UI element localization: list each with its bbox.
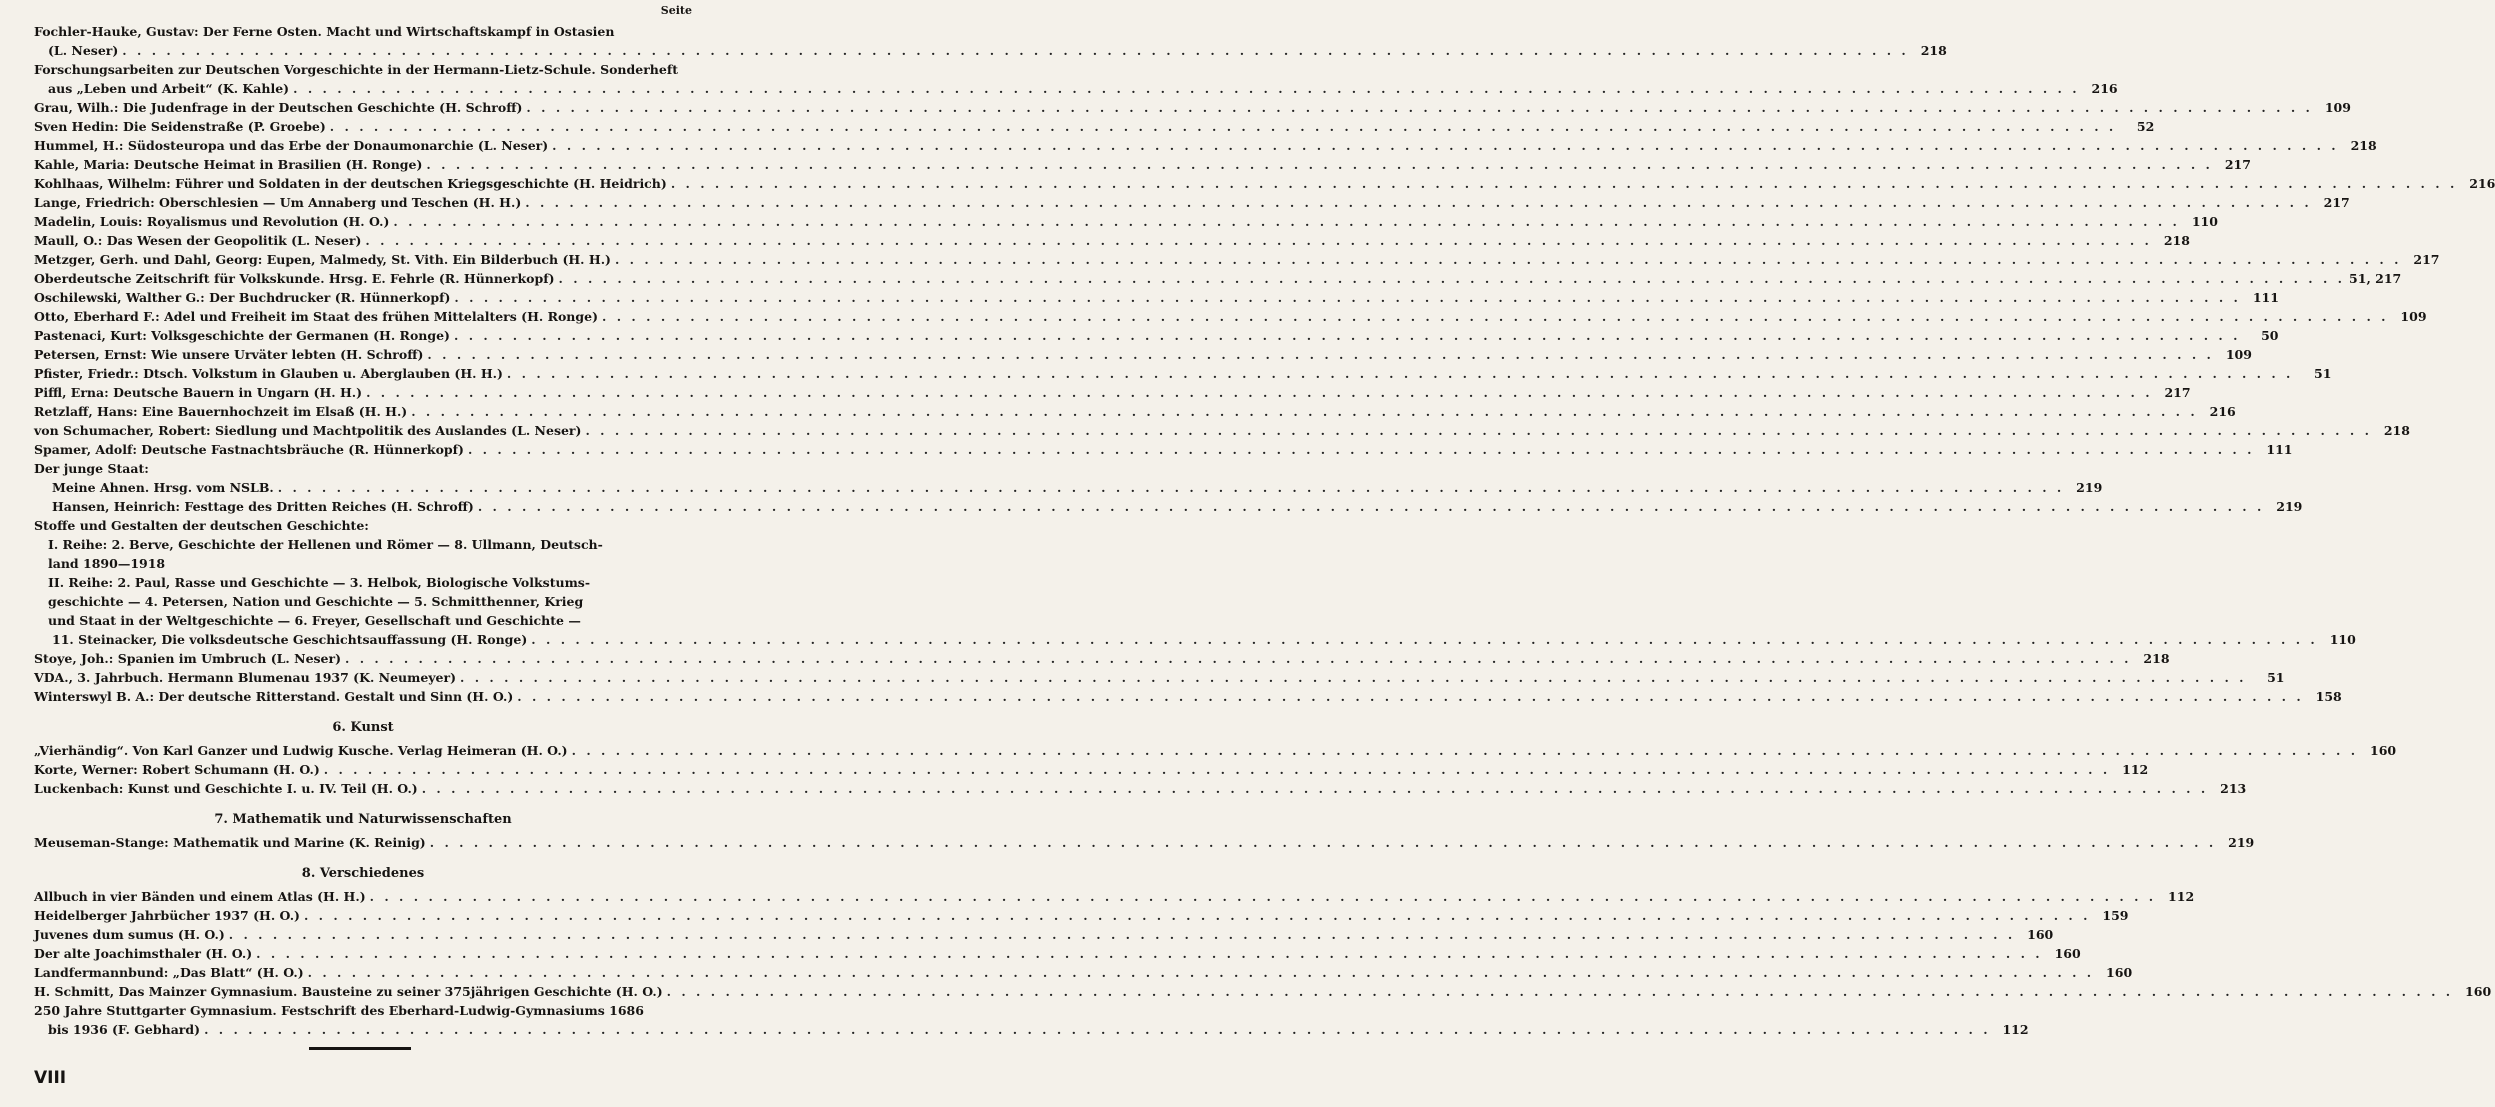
entry-page: 110 (2329, 632, 2356, 647)
entry-text: Winterswyl B. A.: Der deutsche Ritterstand. Gestalt und Sinn (H. O.) (34, 689, 514, 704)
entry-text: geschichte — 4. Petersen, Nation und Geschichte — 5. Schmitthenner, Krieg (48, 594, 584, 609)
entry-text: Stoye, Joh.: Spanien im Umbruch (L. Neser) (34, 651, 342, 666)
leader-dots (324, 760, 2111, 779)
entry-text: und Staat in der Weltgeschichte — 6. Freyer, Gesellschaft und Geschichte — (48, 613, 581, 628)
index-entry (34, 779, 2247, 798)
entry-text: Hansen, Heinrich: Festtage des Dritten Reiches (H. Schroff) (52, 499, 474, 514)
index-entry (34, 345, 2252, 364)
entry-text: Hummel, H.: Südosteuropa und das Erbe der Donaumonarchie (L. Neser) (34, 138, 549, 153)
entry-text: Juvenes dum sumus (H. O.) (34, 927, 225, 942)
index-entry (34, 741, 2397, 760)
index-entry (34, 649, 2170, 668)
leader-dots (427, 345, 2214, 364)
entry-page: 218 (2143, 651, 2170, 666)
entry-page: 216 (2469, 176, 2495, 191)
index-entry (34, 155, 2251, 174)
leader-dots (507, 364, 2294, 383)
leader-dots (517, 687, 2304, 706)
index-entry (34, 833, 2255, 852)
entry-page: 112 (2122, 762, 2149, 777)
index-entry (34, 60, 692, 79)
leader-dots (460, 668, 2247, 687)
leader-dots (531, 630, 2318, 649)
index-entry (34, 136, 2377, 155)
entry-text: Kahle, Maria: Deutsche Heimat in Brasilien (H. Ronge) (34, 157, 423, 172)
entry-text: Meine Ahnen. Hrsg. vom NSLB. (52, 480, 274, 495)
leader-dots (370, 887, 2157, 906)
index-entry (34, 554, 692, 573)
index-entry (34, 212, 2218, 231)
index-entry (34, 963, 2133, 982)
entry-page: 158 (2315, 689, 2342, 704)
index-entry (34, 41, 1947, 60)
entry-page: 160 (2054, 946, 2081, 961)
leader-dots (308, 963, 2095, 982)
entry-text: 250 Jahre Stuttgarter Gymnasium. Festschrift des Eberhard-Ludwig-Gymnasiums 1686 (34, 1003, 644, 1018)
leader-dots (478, 497, 2265, 516)
leader-dots (366, 383, 2153, 402)
entry-page: 52 (2136, 119, 2155, 134)
entry-page: 51 (2267, 670, 2285, 685)
entry-text: Spamer, Adolf: Deutsche Fastnachtsbräuche (R. Hünnerkopf) (34, 442, 464, 457)
entry-text: Der alte Joachimsthaler (H. O.) (34, 946, 253, 961)
index-entry (34, 630, 2356, 649)
leader-dots (411, 402, 2198, 421)
entry-page: 109 (2324, 100, 2351, 115)
entry-text: Fochler-Hauke, Gustav: Der Ferne Osten. Macht und Wirtschaftskampf in Ostasien (34, 24, 615, 39)
entry-text: Grau, Wilh.: Die Judenfrage in der Deutschen Geschichte (H. Schroff) (34, 100, 523, 115)
entry-text: land 1890—1918 (48, 556, 166, 571)
entry-text: VDA., 3. Jahrbuch. Hermann Blumenau 1937 (K. Neumeyer) (34, 670, 457, 685)
index-entry (34, 250, 2440, 269)
leader-dots (615, 250, 2402, 269)
entry-page: 216 (2091, 81, 2118, 96)
leader-dots (667, 982, 2454, 1001)
index-entries (34, 22, 2495, 1039)
entry-page: 51, 217 (2349, 271, 2402, 286)
entry-page: 51 (2314, 366, 2332, 381)
leader-dots (330, 117, 2117, 136)
entry-page: 218 (1920, 43, 1947, 58)
entry-text: Pastenaci, Kurt: Volksgeschichte der Germanen (H. Ronge) (34, 328, 450, 343)
index-entry (34, 193, 2350, 212)
entry-text: von Schumacher, Robert: Siedlung und Machtpolitik des Auslandes (L. Neser) (34, 423, 582, 438)
index-entry (34, 887, 2195, 906)
index-entry (34, 592, 692, 611)
entry-text: Landfermannbund: „Das Blatt“ (H. O.) (34, 965, 304, 980)
entry-text: Oberdeutsche Zeitschrift für Volkskunde. Hrsg. E. Fehrle (R. Hünnerkopf) (34, 271, 555, 286)
leader-dots (393, 212, 2180, 231)
entry-page: 218 (2383, 423, 2410, 438)
leader-dots (293, 79, 2080, 98)
index-entry (34, 117, 2155, 136)
entry-page: 216 (2209, 404, 2236, 419)
entry-text: Meuseman-Stange: Mathematik und Marine (K. Reinig) (34, 835, 426, 850)
entry-text: aus „Leben und Arbeit“ (K. Kahle) (48, 81, 290, 96)
index-entry (34, 307, 2427, 326)
entry-text: Maull, O.: Das Wesen der Geopolitik (L. Neser) (34, 233, 362, 248)
entry-page: 159 (2102, 908, 2129, 923)
leader-dots (585, 421, 2372, 440)
entry-text: I. Reihe: 2. Berve, Geschichte der Hellenen und Römer — 8. Ullmann, Deutsch- (48, 537, 603, 552)
entry-page: 111 (2266, 442, 2293, 457)
leader-dots (525, 193, 2312, 212)
leader-dots (256, 944, 2043, 963)
entry-text: Otto, Eberhard F.: Adel und Freiheit im Staat des frühen Mittelalters (H. Ronge) (34, 309, 599, 324)
index-entry (34, 383, 2191, 402)
index-entry (34, 944, 2081, 963)
index-entry (34, 326, 2279, 345)
entry-text: Metzger, Gerh. und Dahl, Georg: Eupen, Malmedy, St. Vith. Ein Bilderbuch (H. H.) (34, 252, 611, 267)
entry-page: 160 (2027, 927, 2054, 942)
leader-dots (559, 269, 2346, 288)
entry-text: H. Schmitt, Das Mainzer Gymnasium. Bausteine zu seiner 375jährigen Geschichte (H. O.) (34, 984, 663, 999)
index-entry (34, 402, 2236, 421)
entry-page: 217 (2323, 195, 2350, 210)
leader-dots (122, 41, 1909, 60)
leader-dots (345, 649, 2132, 668)
index-entry (34, 98, 2351, 117)
index-entry (34, 79, 2118, 98)
entry-page: 218 (2350, 138, 2377, 153)
index-entry (34, 535, 692, 554)
entry-text: Der junge Staat: (34, 461, 149, 476)
index-entry (34, 459, 692, 478)
entry-page: 213 (2220, 781, 2247, 796)
entry-page: 219 (2276, 499, 2303, 514)
entry-text: Allbuch in vier Bänden und einem Atlas (H. H.) (34, 889, 366, 904)
leader-dots (422, 779, 2209, 798)
entry-page: 219 (2228, 835, 2255, 850)
index-entry (34, 1020, 2029, 1039)
index-entry (34, 22, 692, 41)
index-entry (34, 478, 2103, 497)
entry-page: 219 (2076, 480, 2103, 495)
index-entry (34, 174, 2495, 193)
entry-page: 109 (2400, 309, 2427, 324)
entry-page: 217 (2224, 157, 2251, 172)
entry-page: 110 (2191, 214, 2218, 229)
seite-label: Seite (660, 4, 692, 17)
leader-dots (468, 440, 2255, 459)
section-heading: 6. Kunst (332, 720, 394, 735)
index-entry (34, 497, 2303, 516)
entry-text: Piffl, Erna: Deutsche Bauern in Ungarn (H. H.) (34, 385, 363, 400)
leader-dots (430, 833, 2217, 852)
index-entry (34, 288, 2279, 307)
leader-dots (365, 231, 2152, 250)
leader-dots (454, 326, 2241, 345)
entry-page: 109 (2225, 347, 2252, 362)
index-entry (34, 440, 2293, 459)
leader-dots (671, 174, 2458, 193)
page-number: VIII (34, 1068, 67, 1088)
index-entry (34, 687, 2342, 706)
entry-text: Heidelberger Jahrbücher 1937 (H. O.) (34, 908, 300, 923)
index-entry (34, 760, 2149, 779)
index-entry (34, 516, 692, 535)
index-entry (34, 906, 2129, 925)
leader-dots (552, 136, 2339, 155)
leader-dots (304, 906, 2091, 925)
entry-page: 160 (2106, 965, 2133, 980)
section-divider (309, 1047, 411, 1050)
index-entry (34, 1001, 692, 1020)
entry-text: 11. Steinacker, Die volksdeutsche Geschichtsauffassung (H. Ronge) (52, 632, 528, 647)
entry-text: Lange, Friedrich: Oberschlesien — Um Annaberg und Teschen (H. H.) (34, 195, 522, 210)
entry-text: Luckenbach: Kunst und Geschichte I. u. IV. Teil (H. O.) (34, 781, 418, 796)
entry-page: 50 (2261, 328, 2279, 343)
index-entry (34, 668, 2285, 687)
leader-dots (602, 307, 2389, 326)
entry-text: Sven Hedin: Die Seidenstraße (P. Groebe) (34, 119, 326, 134)
entry-page: 112 (2002, 1022, 2029, 1037)
leader-dots (278, 478, 2065, 497)
index-entry (34, 364, 2332, 383)
index-entry (34, 982, 2492, 1001)
entry-text: (L. Neser) (48, 43, 119, 58)
entry-page: 217 (2164, 385, 2191, 400)
section-heading: 8. Verschiedenes (301, 866, 425, 881)
index-entry (34, 611, 692, 630)
entry-text: Korte, Werner: Robert Schumann (H. O.) (34, 762, 320, 777)
entry-page: 217 (2413, 252, 2440, 267)
leader-dots (204, 1020, 1991, 1039)
entry-page: 111 (2252, 290, 2279, 305)
leader-dots (526, 98, 2313, 117)
index-entry (34, 925, 2054, 944)
entry-text: Stoffe und Gestalten der deutschen Geschichte: (34, 518, 369, 533)
entry-text: Madelin, Louis: Royalismus und Revolution (H. O.) (34, 214, 390, 229)
entry-page: 160 (2370, 743, 2397, 758)
leader-dots (229, 925, 2016, 944)
entry-text: „Vierhändig“. Von Karl Ganzer und Ludwig Kusche. Verlag Heimeran (H. O.) (34, 743, 568, 758)
entry-text: Retzlaff, Hans: Eine Bauernhochzeit im Elsaß (H. H.) (34, 404, 408, 419)
leader-dots (454, 288, 2241, 307)
entry-text: Kohlhaas, Wilhelm: Führer und Soldaten in der deutschen Kriegsgeschichte (H. Heidrich) (34, 176, 667, 191)
entry-page: 112 (2168, 889, 2195, 904)
index-entry (34, 421, 2410, 440)
leader-dots (426, 155, 2213, 174)
index-entry (34, 573, 692, 592)
entry-text: Forschungsarbeiten zur Deutschen Vorgeschichte in der Hermann-Lietz-Schule. Sonderheft (34, 62, 678, 77)
entry-page: 218 (2163, 233, 2190, 248)
entry-text: Oschilewski, Walther G.: Der Buchdrucker (R. Hünnerkopf) (34, 290, 451, 305)
entry-text: II. Reihe: 2. Paul, Rasse und Geschichte — 3. Helbok, Biologische Volkstums- (48, 575, 591, 590)
index-entry (34, 269, 2402, 288)
entry-text: Pfister, Friedr.: Dtsch. Volkstum in Glauben u. Aberglauben (H. H.) (34, 366, 503, 381)
leader-dots (572, 741, 2359, 760)
entry-text: Petersen, Ernst: Wie unsere Urväter lebten (H. Schroff) (34, 347, 424, 362)
entry-page: 160 (2465, 984, 2492, 999)
entry-text: bis 1936 (F. Gebhard) (48, 1022, 201, 1037)
section-heading: 7. Mathematik und Naturwissenschaften (214, 812, 512, 827)
index-entry (34, 231, 2190, 250)
